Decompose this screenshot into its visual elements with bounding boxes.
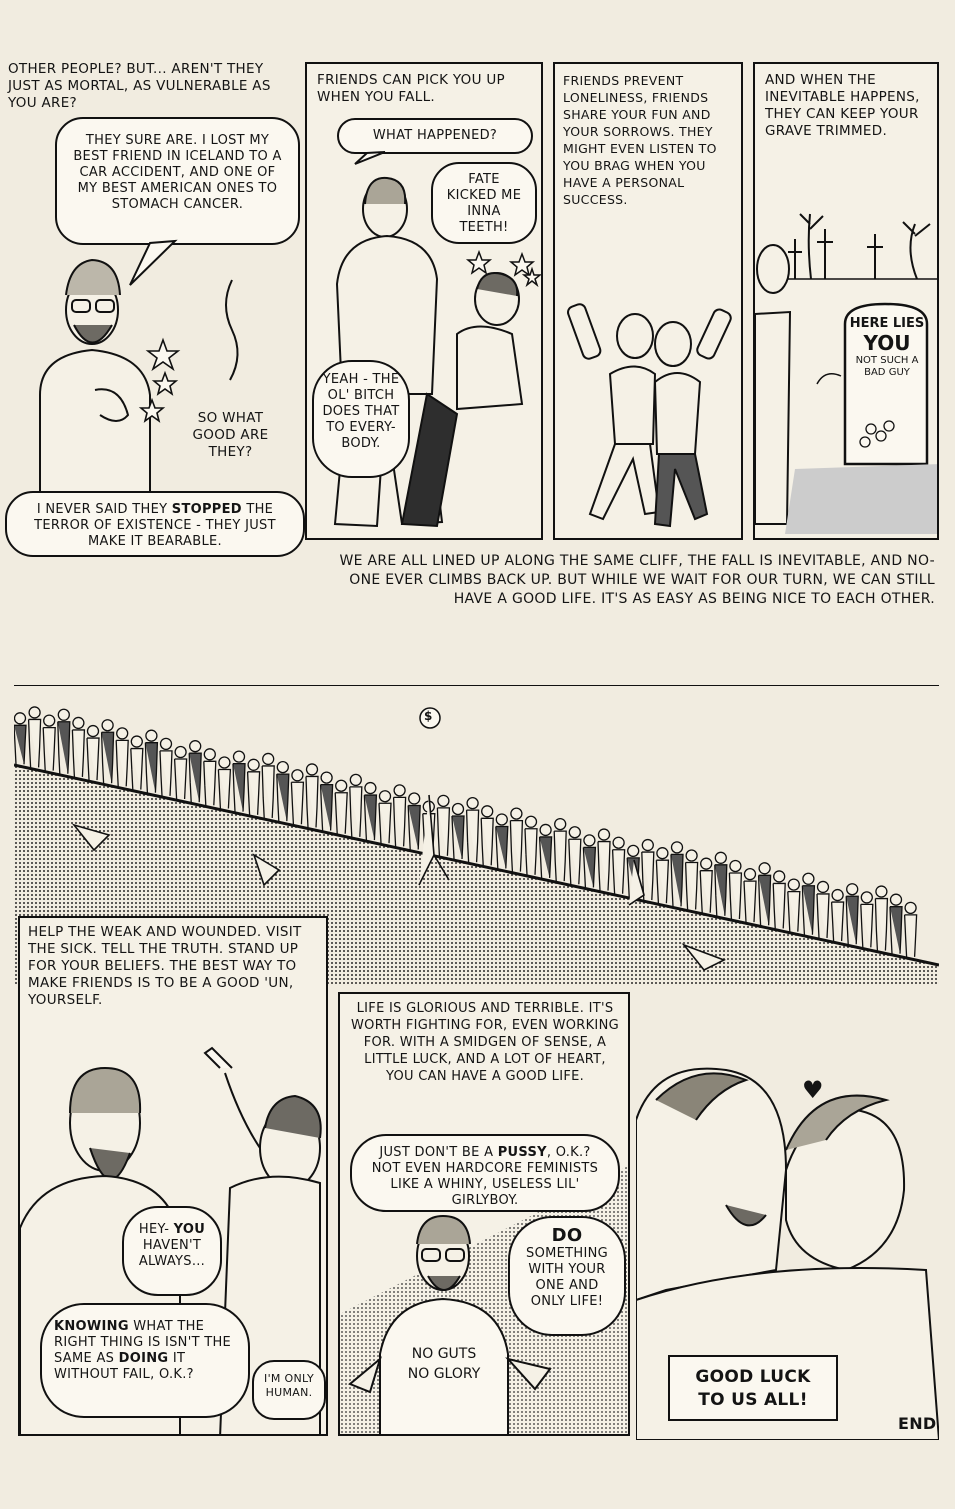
- panel-1-balloon-terror: [5, 491, 305, 557]
- cemetery-background: [785, 214, 939, 279]
- balloon-text-post: THE TERROR OF EXISTENCE - THEY JUST MAKE IT BEARABLE.: [34, 502, 276, 549]
- panel-4-art: [755, 64, 939, 540]
- crowd-person-body: [14, 725, 26, 764]
- crowd-person-body: [306, 776, 318, 827]
- crowd-person-body: [759, 875, 771, 925]
- panel-2-balloon-yeah: YEAH - THE OL' BITCH DOES THAT TO EVERY-BODY.: [312, 360, 410, 478]
- panel-1-caption-2: SO WHAT GOOD ARE THEY?: [192, 410, 269, 460]
- crowd-person-head: [672, 842, 683, 853]
- crowd-person-body: [583, 847, 595, 887]
- crowd-person-head: [453, 804, 464, 815]
- crowd-person-body: [58, 722, 70, 774]
- tombstone-line-1: HERE LIES: [849, 316, 925, 331]
- crowd-person-body: [467, 810, 479, 862]
- crowd-person-body: [262, 766, 274, 818]
- panel-1-art: [0, 55, 300, 565]
- crowd-person-body: [817, 894, 829, 938]
- panel-3-art: [555, 64, 743, 540]
- crowd-person-body: [890, 907, 902, 954]
- crowd-person-body: [72, 730, 84, 777]
- crowd-person-head: [832, 890, 843, 901]
- crowd-person-body: [218, 769, 230, 808]
- panel-5-balloon-hey: [122, 1206, 222, 1296]
- crowd-person-head: [146, 730, 157, 741]
- crowd-person-head: [555, 819, 566, 830]
- crowd-person-head: [496, 814, 507, 825]
- panel-5-balloon-human: I'M ONLY HUMAN.: [252, 1360, 326, 1420]
- crowd-person-body: [481, 818, 493, 865]
- crowd-person-body: [569, 839, 581, 884]
- crowd-person-body: [102, 732, 114, 783]
- crowd-person-body: [189, 753, 201, 802]
- crowd-person-head: [248, 759, 259, 770]
- crowd-person-head: [117, 728, 128, 739]
- balloon-text-pre: HEY-: [138, 1222, 170, 1237]
- balloon-text-bold: DO: [551, 1225, 583, 1246]
- bearded-man-figure: [40, 260, 150, 500]
- panel-7: [636, 1040, 939, 1440]
- crowd-person-body: [364, 795, 376, 840]
- crowd-person-head: [438, 795, 449, 806]
- crowd-person-body: [510, 821, 522, 872]
- crowd-person-head: [292, 770, 303, 781]
- crowd-person-body: [204, 761, 216, 805]
- panel-5-balloon-knowing: [40, 1303, 250, 1418]
- panel-1-balloon-friends: THEY SURE ARE. I LOST MY BEST FRIEND IN ICELAND TO A CAR ACCIDENT, AND ONE OF MY BEST AMERICAN ONES TO STOMACH CANCER.: [55, 117, 300, 245]
- crowd-person-head: [350, 774, 361, 785]
- crowd-person-body: [291, 782, 303, 824]
- crowd-person-head: [175, 747, 186, 758]
- crowd-person-body: [116, 740, 128, 786]
- crowd-person-body: [671, 854, 683, 906]
- crowd-person-head: [190, 741, 201, 752]
- crowd-person-head: [467, 798, 478, 809]
- panel-1: [0, 55, 300, 565]
- crowd-person-body: [686, 863, 698, 910]
- crowd-person-head: [409, 793, 420, 804]
- crowd-person-body: [861, 904, 873, 947]
- crowd-person-body: [87, 738, 99, 780]
- crowd-person-body: [248, 772, 260, 815]
- crowd-person-head: [599, 829, 610, 840]
- crowd-person-head: [365, 783, 376, 794]
- crowd-person-body: [43, 728, 55, 771]
- crowd-person-head: [88, 726, 99, 737]
- panel-2-caption: FRIENDS CAN PICK YOU UP WHEN YOU FALL.: [317, 72, 505, 105]
- panel-2: [305, 62, 543, 540]
- crowd-person-head: [818, 881, 829, 892]
- crowd-person-head: [613, 837, 624, 848]
- crowd-person-body: [715, 865, 727, 916]
- tombstone-line-2: YOU: [863, 331, 911, 355]
- panel-2-balloon-what: WHAT HAPPENED?: [337, 118, 533, 154]
- crowd-person-head: [380, 791, 391, 802]
- crowd-person-body: [729, 873, 741, 919]
- crowd-person-body: [846, 896, 858, 944]
- crowd-person-head: [29, 707, 40, 718]
- end-label: END: [898, 1414, 937, 1433]
- crowd-person-head: [394, 785, 405, 796]
- crowd-person-body: [540, 837, 552, 878]
- balloon-text-bold: YOU: [173, 1222, 206, 1237]
- crowd-person-body: [131, 749, 143, 790]
- crowd-person-head: [234, 751, 245, 762]
- crowd-person-head: [788, 879, 799, 890]
- crowd-person-body: [905, 915, 917, 957]
- crowd-person-head: [540, 824, 551, 835]
- crowd-person-head: [745, 869, 756, 880]
- balloon-text-post: HAVEN'T ALWAYS...: [138, 1238, 206, 1269]
- balloon-text-bold: PUSSY: [497, 1145, 547, 1160]
- crowd-person-body: [321, 785, 333, 831]
- balloon-text-pre: JUST DON'T BE A: [379, 1145, 494, 1160]
- crowd-person-body: [145, 743, 157, 793]
- crowd-person-head: [876, 886, 887, 897]
- crowd-person-head: [584, 835, 595, 846]
- crowd-person-body: [700, 871, 712, 913]
- crowd-person-head: [73, 717, 84, 728]
- crowd-person-body: [394, 797, 406, 846]
- crowd-person-body: [452, 816, 464, 859]
- balloon-text-bold: STOPPED: [171, 502, 242, 517]
- panel-4-caption: AND WHEN THE INEVITABLE HAPPENS, THEY CAN KEEP YOUR GRAVE TRIMMED.: [765, 72, 920, 139]
- crowd-person-head: [511, 808, 522, 819]
- t-shirt-slogan: NO GUTS NO GLORY: [407, 1346, 481, 1382]
- crowd-person-body: [832, 902, 844, 941]
- crowd-person-head: [482, 806, 493, 817]
- crowd-person-body: [437, 808, 449, 856]
- crowd-person-body: [525, 829, 537, 875]
- balloon-text-bold-2: DOING: [118, 1351, 169, 1366]
- crowd-person-head: [701, 858, 712, 869]
- crowd-person-head: [715, 852, 726, 863]
- crowd-person-head: [847, 884, 858, 895]
- crowd-person-head: [102, 720, 113, 731]
- crowd-person-body: [379, 803, 391, 843]
- tombstone-line-3: NOT SUCH A BAD GUY: [855, 355, 919, 378]
- crowd-person-head: [219, 757, 230, 768]
- panel-4: [753, 62, 939, 540]
- crowd-person-body: [160, 751, 172, 796]
- crowd-person-head: [263, 753, 274, 764]
- crowd-person-head: [730, 860, 741, 871]
- panel-6-art: [340, 994, 630, 1436]
- crowd-person-head: [307, 764, 318, 775]
- panel-5: [18, 916, 328, 1436]
- crowd-person-head: [526, 816, 537, 827]
- crowd-person-body: [277, 774, 289, 821]
- crowd-person-head: [759, 863, 770, 874]
- panel-6-balloon-pussy: [350, 1134, 620, 1212]
- panel-6: [338, 992, 630, 1436]
- crowd-person-head: [161, 738, 172, 749]
- crowd-person-head: [336, 780, 347, 791]
- balloon-text-post: IT WITHOUT FAIL, O.K.?: [54, 1351, 194, 1382]
- crowd-person-head: [15, 713, 26, 724]
- crowd-person-head: [44, 715, 55, 726]
- crowd-speech-symbol: $: [424, 709, 433, 723]
- crowd-person-body: [656, 860, 668, 903]
- crowd-person-body: [175, 759, 187, 799]
- balloon-text-pre: I NEVER SAID THEY: [36, 502, 168, 517]
- crowd-person-head: [861, 892, 872, 903]
- crowd-person-body: [408, 806, 420, 850]
- panel-6-balloon-do: [508, 1216, 626, 1336]
- crowd-person-body: [233, 764, 245, 812]
- balloon-text-mid: WHAT THE RIGHT THING IS ISN'T THE SAME AS: [54, 1319, 232, 1366]
- crowd-person-body: [29, 719, 41, 767]
- mourner-figure: [755, 245, 790, 524]
- crowd-person-body: [788, 892, 800, 932]
- crowd-person-head: [642, 840, 653, 851]
- crowd-person-body: [613, 850, 625, 894]
- panel-5-caption: HELP THE WEAK AND WOUNDED. VISIT THE SICK. TELL THE TRUTH. STAND UP FOR YOUR BELIEFS. THE BEST WAY TO MAKE FRIENDS IS TO BE A GOOD 'UN, YOURSELF.: [28, 924, 302, 1008]
- crowd-person-body: [744, 881, 756, 922]
- crowd-person-head: [277, 762, 288, 773]
- crowd-person-head: [774, 871, 785, 882]
- crowd-person-head: [628, 845, 639, 856]
- crowd-person-body: [773, 883, 785, 928]
- crowd-person-head: [686, 850, 697, 861]
- crowd-person-body: [335, 793, 347, 834]
- balloon-text-post: SOMETHING WITH YOUR ONE AND ONLY LIFE!: [526, 1246, 608, 1309]
- crowd-person-head: [657, 848, 668, 859]
- crowd-person-head: [905, 902, 916, 913]
- crowd-person-body: [554, 831, 566, 881]
- crowd-person-head: [204, 749, 215, 760]
- panel-2-balloon-fate: FATE KICKED ME INNA TEETH!: [431, 162, 537, 244]
- balloon-text-bold-1: KNOWING: [54, 1319, 129, 1334]
- crowd-person-head: [569, 827, 580, 838]
- panel-3-caption: FRIENDS PREVENT LONELINESS, FRIENDS SHARE YOUR FUN AND YOUR SORROWS. THEY MIGHT EVEN LISTEN TO YOU BRAG WHEN YOU HAVE A PERSONAL SUCCESS.: [563, 73, 717, 207]
- tombstone-inscription: [847, 316, 927, 379]
- heart-icon: ♥: [802, 1076, 824, 1104]
- crowd-person-head: [131, 736, 142, 747]
- panel-6-caption: LIFE IS GLORIOUS AND TERRIBLE. IT'S WORTH FIGHTING FOR, EVEN WORKING FOR. WITH A SMIDGEN OF SENSE, A LITTLE LUCK, AND A LOT OF HEART, YOU CAN HAVE A GOOD LIFE.: [351, 1001, 619, 1084]
- crowd-person-body: [598, 842, 610, 891]
- crowd-person-body: [875, 899, 887, 951]
- crowd-person-body: [802, 886, 814, 935]
- crowd-person-head: [321, 772, 332, 783]
- crowd-person-head: [803, 873, 814, 884]
- panel-1-caption: OTHER PEOPLE? BUT... AREN'T THEY JUST AS MORTAL, AS VULNERABLE AS YOU ARE?: [8, 61, 271, 111]
- crowd-person-body: [496, 826, 508, 868]
- celebrating-friends-figures: [566, 303, 732, 526]
- crowd-person-head: [891, 894, 902, 905]
- panel-3: [553, 62, 743, 540]
- narration-cliff: WE ARE ALL LINED UP ALONG THE SAME CLIFF, THE FALL IS INEVITABLE, AND NO-ONE EVER CLIMBS BACK UP. BUT WHILE WE WAIT FOR OUR TURN, WE CAN STILL HAVE A GOOD LIFE. IT'S AS EASY AS BEING NICE TO EACH OTHER.: [339, 553, 935, 607]
- crowd-person-head: [58, 709, 69, 720]
- crowd-person-body: [350, 787, 362, 837]
- panel-7-box-good-luck: GOOD LUCK TO US ALL!: [668, 1355, 838, 1421]
- balloon-text-post: , O.K.? NOT EVEN HARDCORE FEMINISTS LIKE A WHINY, USELESS LIL' GIRLYBOY.: [371, 1145, 599, 1208]
